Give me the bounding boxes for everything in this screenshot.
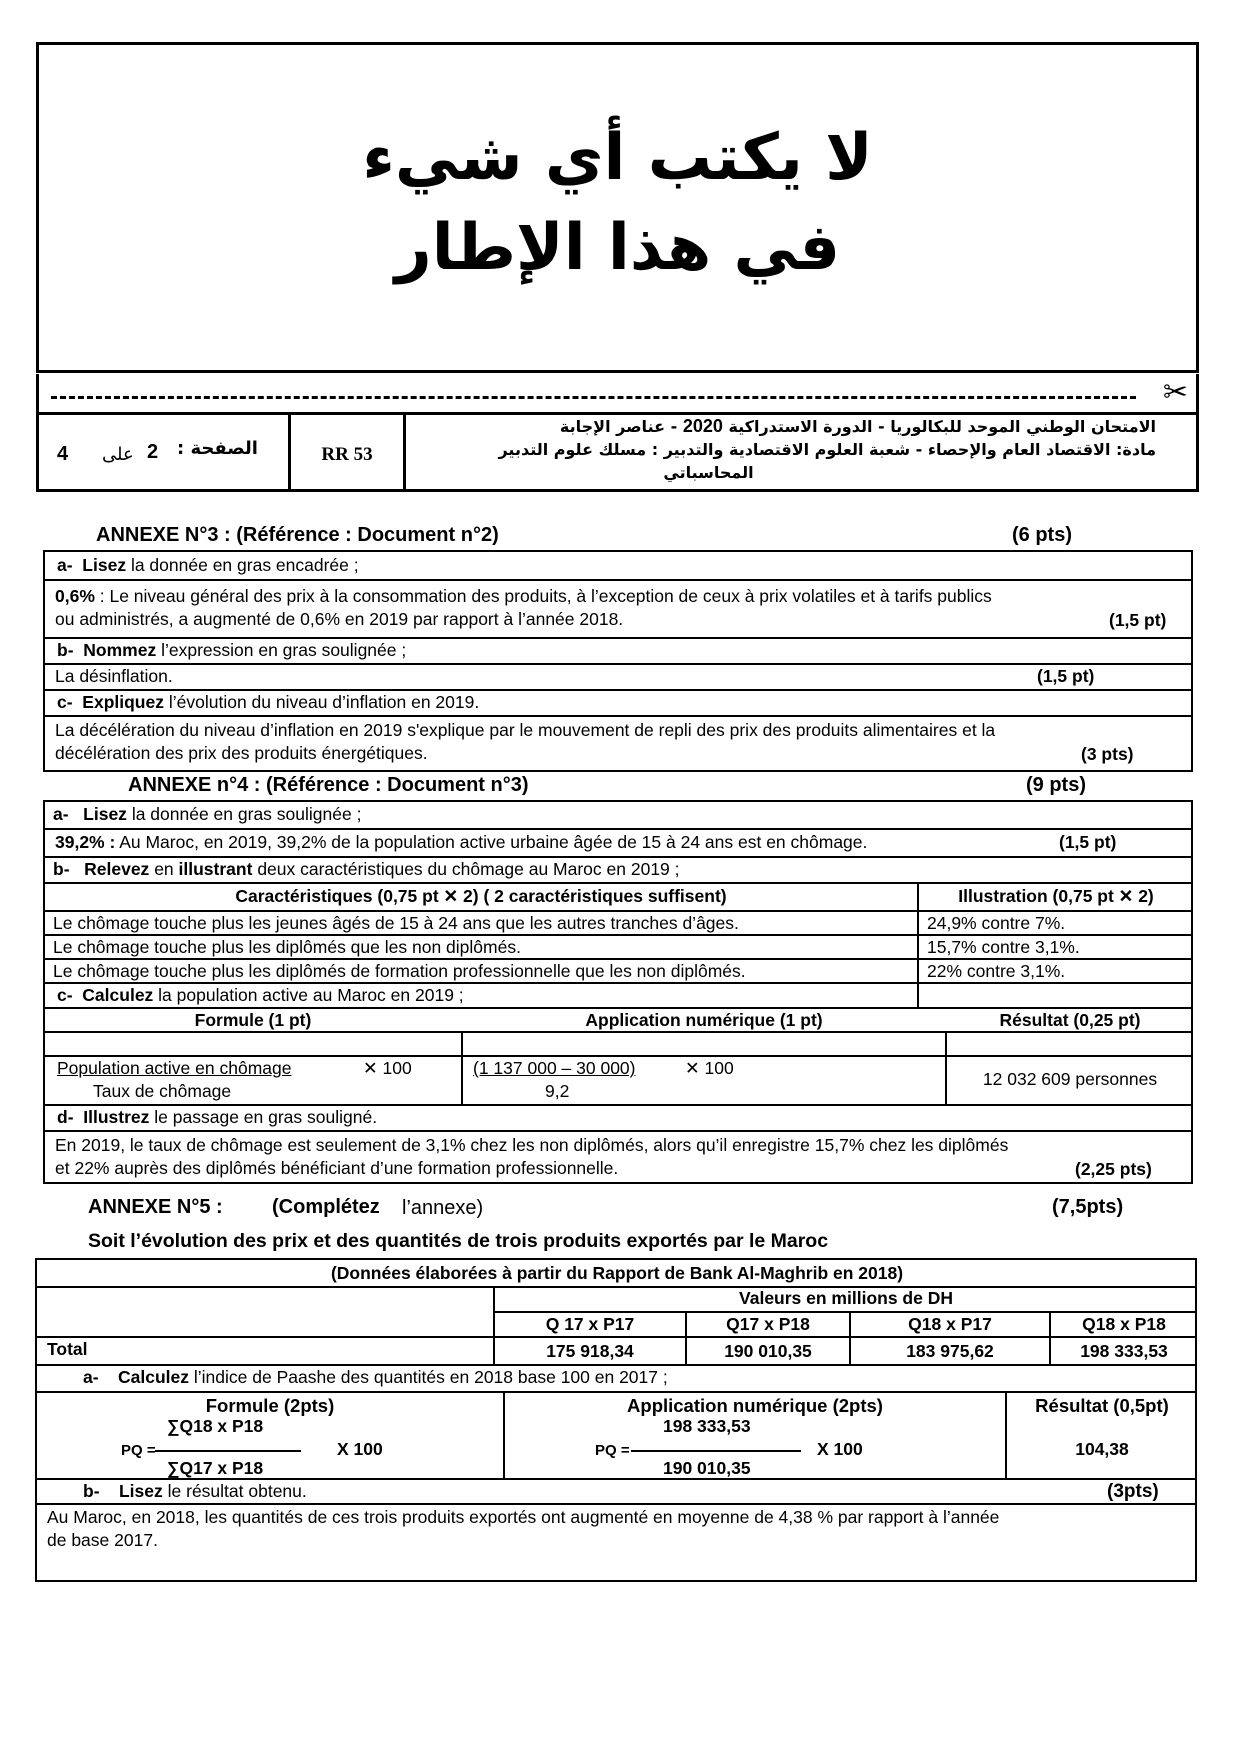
subject-line-2: المحاسباتي [663,463,754,482]
paasche-app-label: PQ = [595,1442,630,1459]
q-num: d- [57,1107,74,1127]
q-rest: la population active au Maroc en 2019 ; [158,985,464,1005]
annexe3-points: (6 pts) [1012,524,1072,546]
annexe5-title-b: (Complétez [272,1196,380,1218]
q-verb: Relevez [84,859,150,879]
annexe4-box [43,800,1193,1184]
q-num: a- [53,804,69,824]
values-header: Valeurs en millions de DH [739,1288,953,1308]
total-label: Total [47,1339,88,1359]
annexe5-title: ANNEXE N°5 : [88,1196,223,1218]
annexe3-answer-a-l1 [55,585,992,608]
q-num: a- [83,1367,99,1387]
table-b-header-characteristics: Caractéristiques (0,75 pt ✕ 2) ( 2 caractéristiques suffisent) [235,886,727,906]
q-verb: Lisez [118,1481,163,1501]
col-header: Q18 x P18 [1082,1314,1166,1334]
exam-header [36,412,1199,492]
application-numerator: (1 137 000 – 30 000) [473,1058,636,1078]
dashed-separator [51,396,1136,399]
page-total: 4 [57,443,69,465]
application-denominator: 9,2 [545,1081,570,1101]
col-header: Q18 x P17 [908,1314,992,1334]
q-rest: l’évolution du niveau d’inflation en 2019. [168,692,480,712]
annexe5-q-a [83,1366,668,1389]
annexe3-answer-c-l2: décélération des prix des produits énergétiques. [55,743,428,763]
q-rest: deux caractéristiques du chômage au Maroc en 2019 ; [257,859,680,879]
annexe3-q-b [57,639,406,662]
exam-year: 2020 [682,416,723,436]
q-rest: la donnée en gras encadrée ; [130,555,359,575]
table-c-result: 12 032 609 personnes [982,1069,1158,1089]
annexe3-pts-b: (1,5 pt) [1037,666,1095,686]
col-header: Q17 x P18 [726,1314,810,1334]
annexe4-answer-a [55,831,867,854]
annexe4-answer-d-l1: En 2019, le taux de chômage est seulement de 3,1% chez les non diplômés, alors qu’il enregistre 15,7% chez les diplômés [55,1135,1009,1155]
annexe3-q-a [57,554,359,577]
annexe5-title-c: l’annexe) [402,1197,484,1219]
do-not-write-frame [36,42,1199,373]
q-verb: Lisez [83,804,127,824]
formula-denominator: Taux de chômage [93,1081,232,1101]
q-rest: l’indice de Paashe des quantités en 2018 base 100 en 2017 ; [193,1367,668,1387]
q-verb: Expliquez [82,692,164,712]
annexe5-pts-b: (3pts) [1107,1481,1159,1502]
page-number: 2 [147,441,159,463]
table-c-header-result: Résultat (0,25 pt) [999,1010,1141,1030]
q-num: b- [83,1481,100,1501]
annexe4-points: (9 pts) [1026,774,1086,796]
q-verb: Calculez [118,1367,190,1387]
table-cell-illustration: 22% contre 3,1%. [927,961,1066,981]
q-num: b- [53,859,70,879]
total-value: 198 333,53 [1080,1341,1168,1361]
annexe5-answer-b-l2: de base 2017. [47,1530,158,1550]
total-value: 190 010,35 [724,1341,812,1361]
annexe3-q-c [57,691,479,714]
annexe4-pts-d: (2,25 pts) [1075,1159,1152,1179]
annexe3-title: ANNEXE N°3 : (Référence : Document n°2) [96,524,499,546]
table-a-header-application: Application numérique (2pts) [627,1395,883,1416]
annexe4-q-b [53,858,680,881]
total-value: 175 918,34 [546,1341,634,1361]
annexe3-pts-c: (3 pts) [1081,744,1134,764]
annexe5-q-b [83,1480,307,1503]
annexe5-points: (7,5pts) [1052,1196,1124,1218]
annexe3-pts-a: (1,5 pt) [1109,610,1167,630]
fraction-bar [155,1450,301,1452]
q-verb: Illustrez [83,1107,150,1127]
paasche-formula-times: X 100 [337,1439,383,1459]
q-num: a- [57,555,73,575]
table-c-header-formula: Formule (1 pt) [194,1010,312,1030]
q-num: c- [57,692,73,712]
exam-code-cell [291,415,406,489]
q-verb: Lisez [82,555,127,575]
table-b-header-illustration: Illustration (0,75 pt ✕ 2) [958,886,1154,906]
q-num: b- [57,640,74,660]
page-label: الصفحة : [177,438,258,459]
application-times: ✕ 100 [685,1058,734,1078]
annexe3-answer-c-l1: La décélération du niveau d’inflation en 2019 s'explique par le mouvement de repli des prix des produits alimentaires et la [55,720,996,740]
answer-bold: 0,6% [55,586,95,606]
annexe4-q-c [57,984,464,1007]
table-a-header-result: Résultat (0,5pt) [1035,1395,1169,1416]
q-rest: le résultat obtenu. [167,1481,307,1501]
annexe4-q-a [53,803,361,826]
annexe3-answer-a-l2: ou administrés, a augmenté de 0,6% en 2019 par rapport à l’année 2018. [55,609,624,629]
annexe3-answer-b: La désinflation. [55,666,173,686]
annexe3-box [43,550,1193,772]
annexe4-answer-d-l2: et 22% auprès des diplômés bénéficiant d’une formation professionnelle. [55,1158,619,1178]
annexe5-box [35,1258,1197,1582]
formula-times: ✕ 100 [363,1058,412,1078]
exam-code: RR 53 [321,444,373,465]
answer-text: : Le niveau général des prix à la consommation des produits, à l’exception de ceux à prix volatiles et à tarifs publics [94,586,992,606]
formula-numerator: Population active en chômage [57,1058,292,1078]
q-rest: l’expression en gras soulignée ; [161,640,407,660]
cut-line [36,374,1199,412]
fraction-bar [631,1450,801,1452]
annexe4-title: ANNEXE n°4 : (Référence : Document n°3) [128,774,529,796]
frame-text-line1: لا يكتب أي شيء [362,121,873,195]
scissors-icon: ✂ [1162,376,1188,409]
table-c-header-application: Application numérique (1 pt) [585,1010,823,1030]
paasche-result: 104,38 [1075,1439,1129,1459]
subject-line: مادة: الاقتصاد العام والإحصاء - شعبة العلوم الاقتصادية والتدبير : مسلك علوم التدبير [498,440,1156,459]
q-rest: le passage en gras souligné. [154,1107,378,1127]
q-verb: Calculez [82,985,154,1005]
exam-title-block [411,415,1156,484]
q-rest: la donnée en gras soulignée ; [131,804,362,824]
paasche-formula-label: PQ = [121,1442,156,1459]
exam-line-a: الامتحان الوطني الموحد للبكالوريا - الدورة الاستدراكية [728,417,1156,436]
paasche-app-denominator: 190 010,35 [663,1458,751,1478]
paasche-formula-numerator: ∑Q18 x P18 [167,1416,264,1436]
paasche-app-numerator: 198 333,53 [663,1416,751,1436]
frame-text-line2: في هذا الإطار [394,211,841,285]
table-row: Le chômage touche plus les jeunes âgés de 15 à 24 ans que les autres tranches d’âges. [53,913,739,933]
q-verb2: illustrant [178,859,253,879]
table-row: Le chômage touche plus les diplômés que les non diplômés. [53,937,521,957]
table-cell-illustration: 24,9% contre 7%. [927,913,1066,933]
exam-line [411,415,1156,438]
annexe5-subtitle: Soit l’évolution des prix et des quantités de trois produits exportés par le Maroc [88,1230,829,1252]
annexe5-answer-b-l1: Au Maroc, en 2018, les quantités de ces trois produits exportés ont augmenté en moyenne de 4,38 % par rapport à l’année [47,1507,1000,1527]
q-num: c- [57,985,73,1005]
answer-bold: 39,2% : [55,832,116,852]
q-verb: Nommez [83,640,157,660]
table-a-header-formula: Formule (2pts) [205,1395,335,1416]
paasche-app-times: X 100 [817,1439,863,1459]
exam-line-b: - عناصر الإجابة [559,417,678,436]
paasche-formula-denominator: ∑Q17 x P18 [167,1458,264,1478]
col-header: Q 17 x P17 [545,1314,635,1334]
total-value: 183 975,62 [906,1341,994,1361]
annexe4-pts-a: (1,5 pt) [1059,832,1117,852]
q-mid: en [154,859,174,879]
annexe4-q-d [57,1106,377,1129]
annexe5-source: (Données élaborées à partir du Rapport de Bank Al-Maghrib en 2018) [330,1263,904,1283]
table-cell-illustration: 15,7% contre 3,1%. [927,937,1080,957]
of-label: على [102,444,134,465]
answer-text: Au Maroc, en 2019, 39,2% de la population active urbaine âgée de 15 à 24 ans est en chômage. [115,832,868,852]
table-row: Le chômage touche plus les diplômés de formation professionnelle que les non diplômés. [53,961,746,981]
page-counter [39,415,291,489]
